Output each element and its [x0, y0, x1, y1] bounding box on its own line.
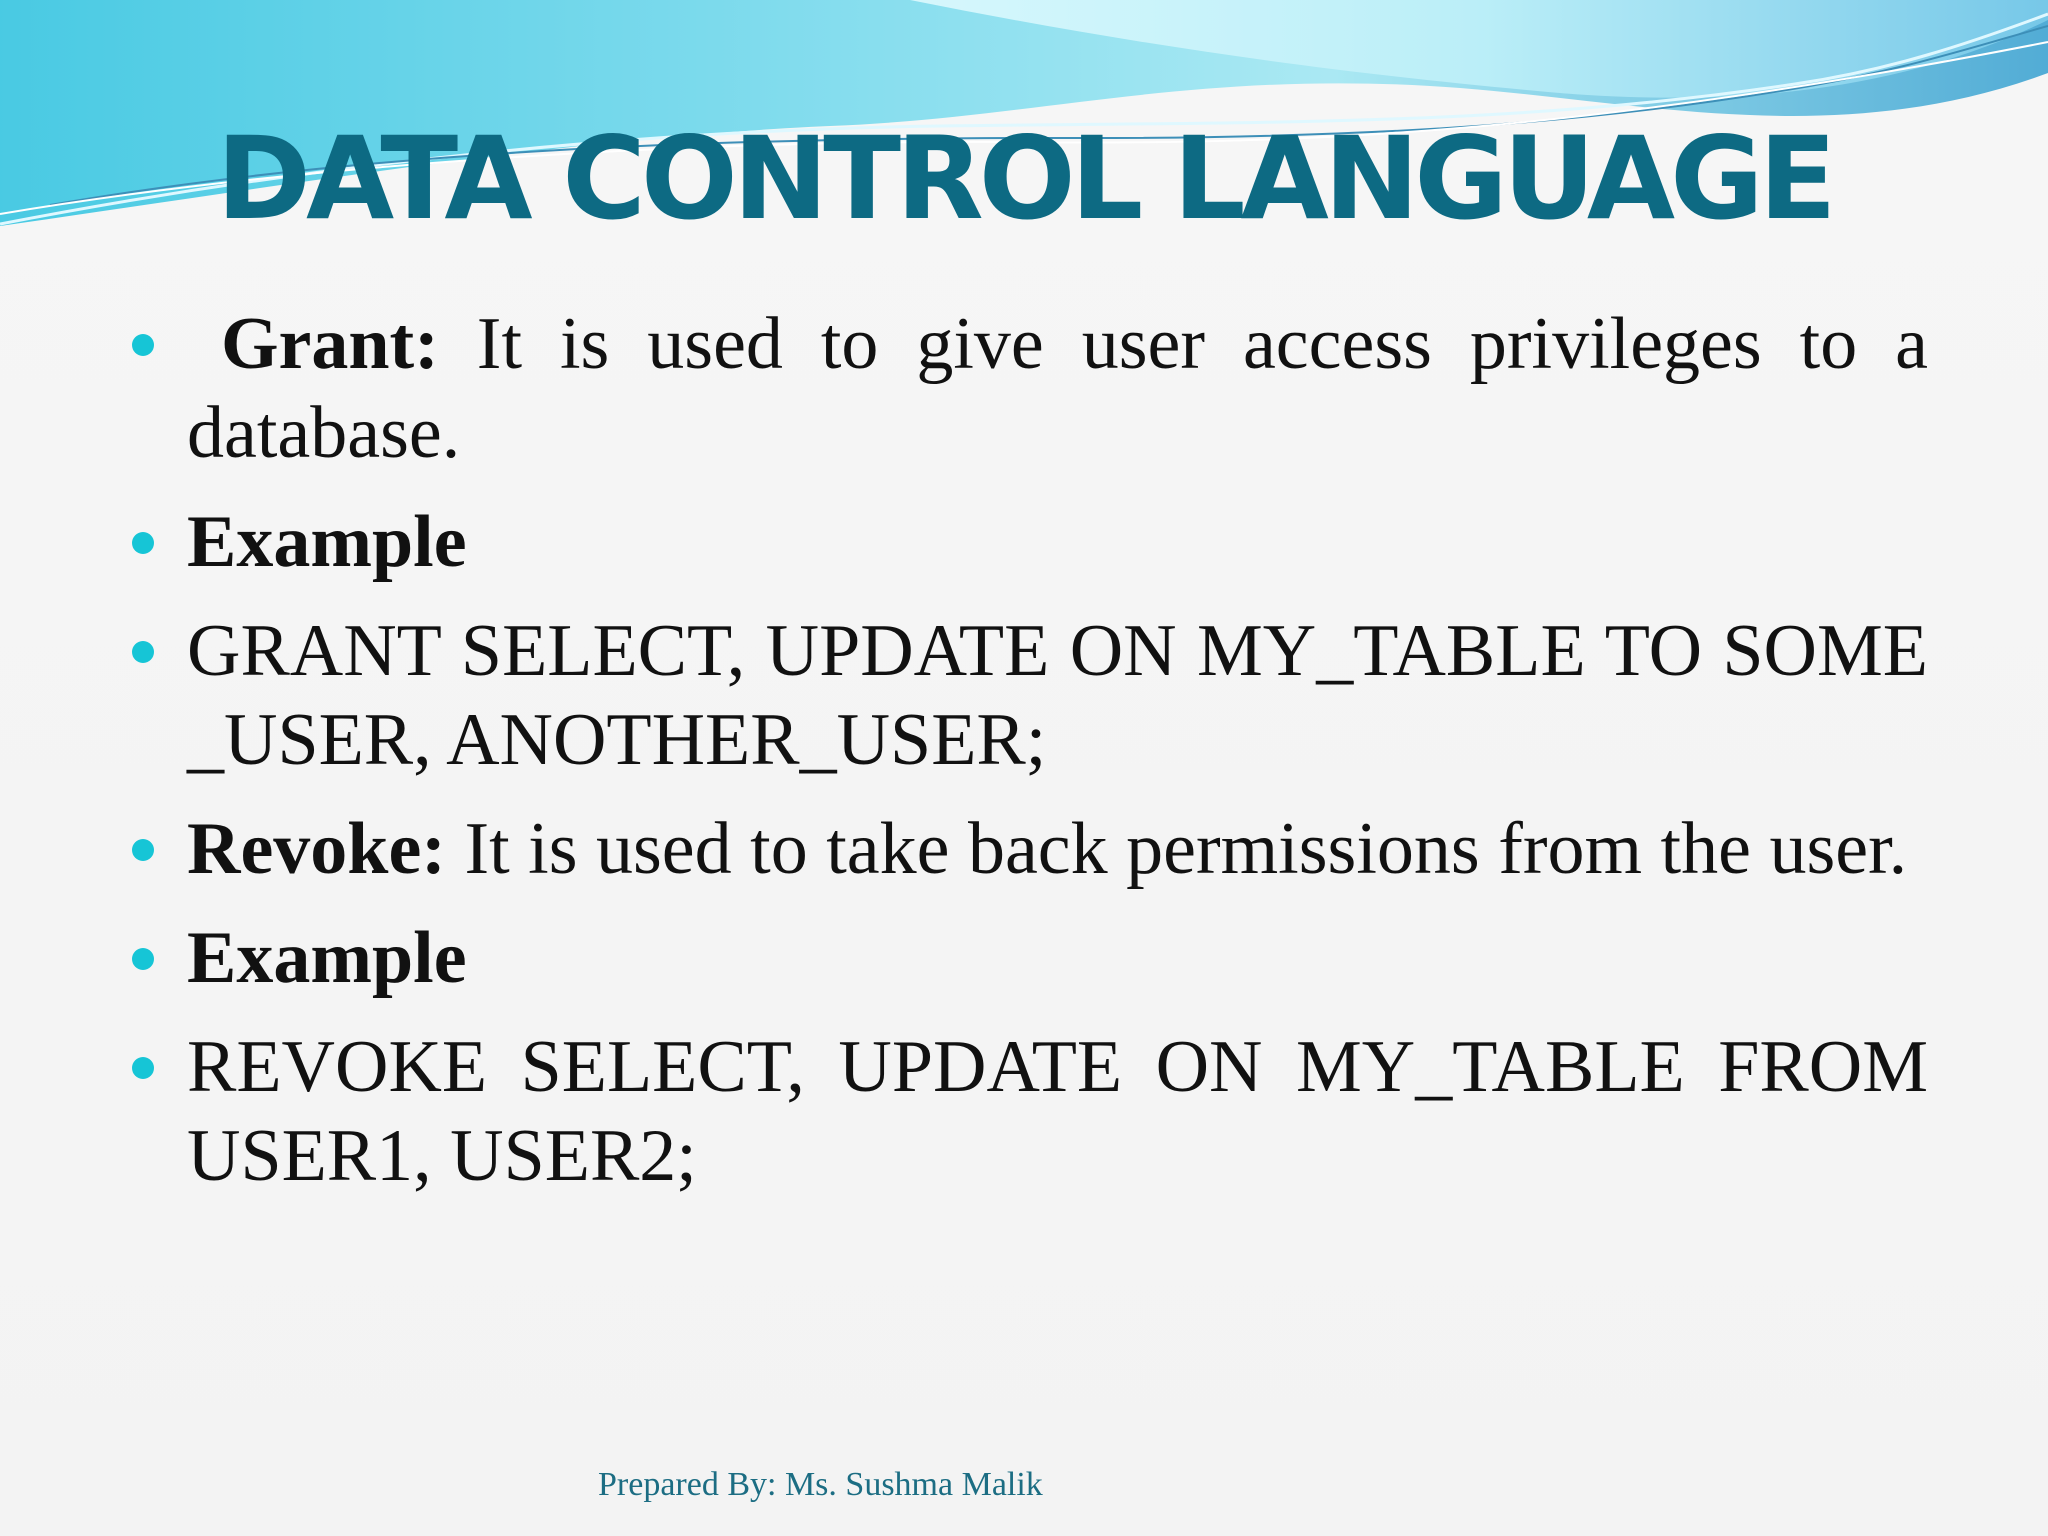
- bullet-revoke-command: [128, 1023, 1928, 1201]
- bullet-revoke: [128, 805, 1928, 894]
- footer-credit: Prepared By: Ms. Sushma Malik: [598, 1466, 1043, 1503]
- revoke-example-label: Example: [187, 917, 467, 999]
- bullet-grant: [128, 300, 1928, 478]
- slide-title: DATA CONTROL LANGUAGE: [216, 112, 1832, 245]
- bullet-grant-command: [128, 607, 1928, 785]
- bullet-dot-icon: [132, 532, 154, 554]
- grant-example-label: Example: [187, 501, 467, 583]
- bullet-revoke-example: [128, 914, 1928, 1003]
- bullet-dot-icon: [132, 948, 154, 970]
- bullet-dot-icon: [132, 1057, 154, 1079]
- bullet-dot-icon: [132, 839, 154, 861]
- bullet-list: [128, 300, 1928, 1221]
- bullet-dot-icon: [132, 334, 154, 356]
- revoke-label: Revoke:: [187, 808, 446, 890]
- bullet-grant-example: [128, 498, 1928, 587]
- revoke-description: It is used to take back permissions from the user.: [445, 808, 1908, 890]
- bullet-dot-icon: [132, 641, 154, 663]
- revoke-command-text: REVOKE SELECT, UPDATE ON MY_TABLE FROM USER1, USER2;: [187, 1026, 1928, 1197]
- grant-command-text: GRANT SELECT, UPDATE ON MY_TABLE TO SOME _USER, ANOTHER_USER;: [187, 610, 1928, 781]
- grant-label: Grant:: [221, 303, 439, 385]
- grant-description: It is used to give user access privileges to a database.: [187, 303, 1928, 474]
